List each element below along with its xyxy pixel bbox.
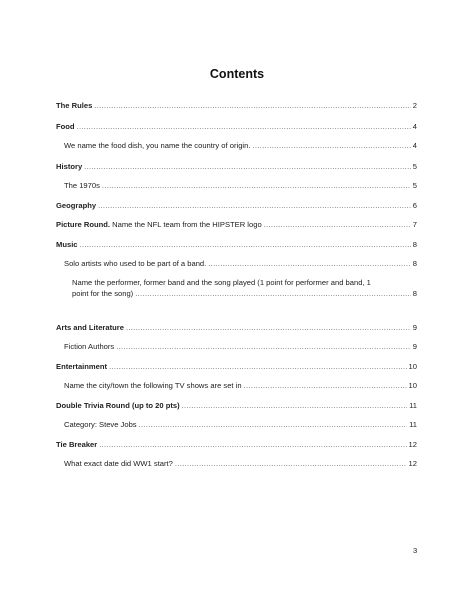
toc-page-number: 9 bbox=[412, 342, 417, 351]
toc-page-number: 5 bbox=[412, 162, 417, 171]
toc-page-number: 5 bbox=[412, 181, 417, 190]
toc-page-number: 2 bbox=[412, 101, 417, 110]
toc-page-number: 11 bbox=[409, 420, 417, 429]
toc-subentry-tv-shows[interactable] bbox=[64, 380, 417, 392]
toc-entry-label-line2: point for the song) bbox=[72, 289, 134, 298]
dot-leader bbox=[139, 419, 408, 431]
toc-page-number: 12 bbox=[408, 459, 417, 468]
toc-entry-label: Name the city/town the following TV shows are set in bbox=[64, 381, 242, 390]
dot-leader bbox=[126, 322, 411, 334]
toc-entry-entertainment[interactable] bbox=[56, 361, 417, 373]
toc-page-number: 8 bbox=[412, 259, 417, 268]
toc-page-number: 8 bbox=[412, 289, 417, 298]
toc-entry-food[interactable] bbox=[56, 121, 417, 133]
dot-leader bbox=[99, 439, 406, 451]
page-title: Contents bbox=[209, 67, 265, 81]
dot-leader bbox=[77, 121, 411, 133]
dot-leader bbox=[264, 219, 411, 231]
toc-entry-label: Picture Round. bbox=[56, 220, 111, 229]
toc-page-number: 10 bbox=[408, 362, 417, 371]
toc-page-number: 10 bbox=[408, 381, 417, 390]
toc-page-number: 4 bbox=[412, 141, 417, 150]
toc-entry-geography[interactable] bbox=[56, 200, 417, 212]
dot-leader bbox=[135, 288, 411, 299]
toc-subentry-fiction-authors[interactable] bbox=[64, 341, 417, 353]
toc-entry-label: Entertainment bbox=[56, 362, 108, 371]
toc-subentry-steve-jobs[interactable] bbox=[64, 419, 417, 431]
dot-leader bbox=[175, 458, 407, 470]
toc-entry-label: Arts and Literature bbox=[56, 323, 124, 332]
toc-entry-label-line1: Name the performer, former band and the song played (1 point for performer and band, 1 bbox=[72, 278, 371, 287]
dot-leader bbox=[252, 140, 410, 152]
toc-page-number: 7 bbox=[412, 220, 417, 229]
toc-entry-tie-breaker[interactable] bbox=[56, 439, 417, 451]
toc-entry-label: The 1970s bbox=[64, 181, 100, 190]
toc-entry-picture-round[interactable] bbox=[56, 219, 417, 231]
dot-leader bbox=[244, 380, 407, 392]
toc-entry-label: Solo artists who used to be part of a band. bbox=[64, 259, 207, 268]
toc-entry-label: We name the food dish, you name the country of origin. bbox=[64, 141, 251, 150]
toc-entry-label: History bbox=[56, 162, 83, 171]
dot-leader bbox=[182, 400, 407, 412]
toc-entry-arts-literature[interactable] bbox=[56, 322, 417, 334]
toc-entry-double-trivia[interactable] bbox=[56, 400, 417, 412]
toc-entry-music[interactable] bbox=[56, 239, 417, 251]
toc-entry-label: Category: Steve Jobs bbox=[64, 420, 137, 429]
toc-subentry-ww1[interactable] bbox=[64, 458, 417, 470]
toc-entry-label: The Rules bbox=[56, 101, 93, 110]
toc-page-number: 11 bbox=[409, 401, 417, 410]
page-number: 3 bbox=[413, 546, 418, 555]
dot-leader bbox=[84, 161, 411, 173]
dot-leader bbox=[102, 180, 411, 192]
dot-leader bbox=[98, 200, 411, 212]
toc-entry-label: Double Trivia Round (up to 20 pts) bbox=[56, 401, 180, 410]
toc-entry-history[interactable] bbox=[56, 161, 417, 173]
toc-entry-label: Fiction Authors bbox=[64, 342, 115, 351]
toc-subentry-name-performer[interactable] bbox=[72, 277, 417, 299]
toc-page-number: 12 bbox=[408, 440, 417, 449]
toc-entry-label: Tie Breaker bbox=[56, 440, 98, 449]
toc-subentry-1970s[interactable] bbox=[64, 180, 417, 192]
dot-leader bbox=[116, 341, 411, 353]
toc-entry-label: Food bbox=[56, 122, 75, 131]
toc-entry-the-rules[interactable] bbox=[56, 100, 417, 112]
toc-page-number: 8 bbox=[412, 240, 417, 249]
toc-entry-label: What exact date did WW1 start? bbox=[64, 459, 173, 468]
toc-entry-extra: Name the NFL team from the HIPSTER logo bbox=[110, 220, 262, 229]
dot-leader bbox=[94, 100, 410, 112]
dot-leader bbox=[80, 239, 411, 251]
toc-entry-label: Geography bbox=[56, 201, 97, 210]
toc-subentry-solo-artists[interactable] bbox=[64, 258, 417, 270]
toc-page-number: 4 bbox=[412, 122, 417, 131]
toc-subentry-food-origin[interactable] bbox=[64, 140, 417, 152]
dot-leader bbox=[208, 258, 411, 270]
dot-leader bbox=[109, 361, 406, 373]
toc-page-number: 6 bbox=[412, 201, 417, 210]
toc-entry-label: Music bbox=[56, 240, 78, 249]
toc-page-number: 9 bbox=[412, 323, 417, 332]
